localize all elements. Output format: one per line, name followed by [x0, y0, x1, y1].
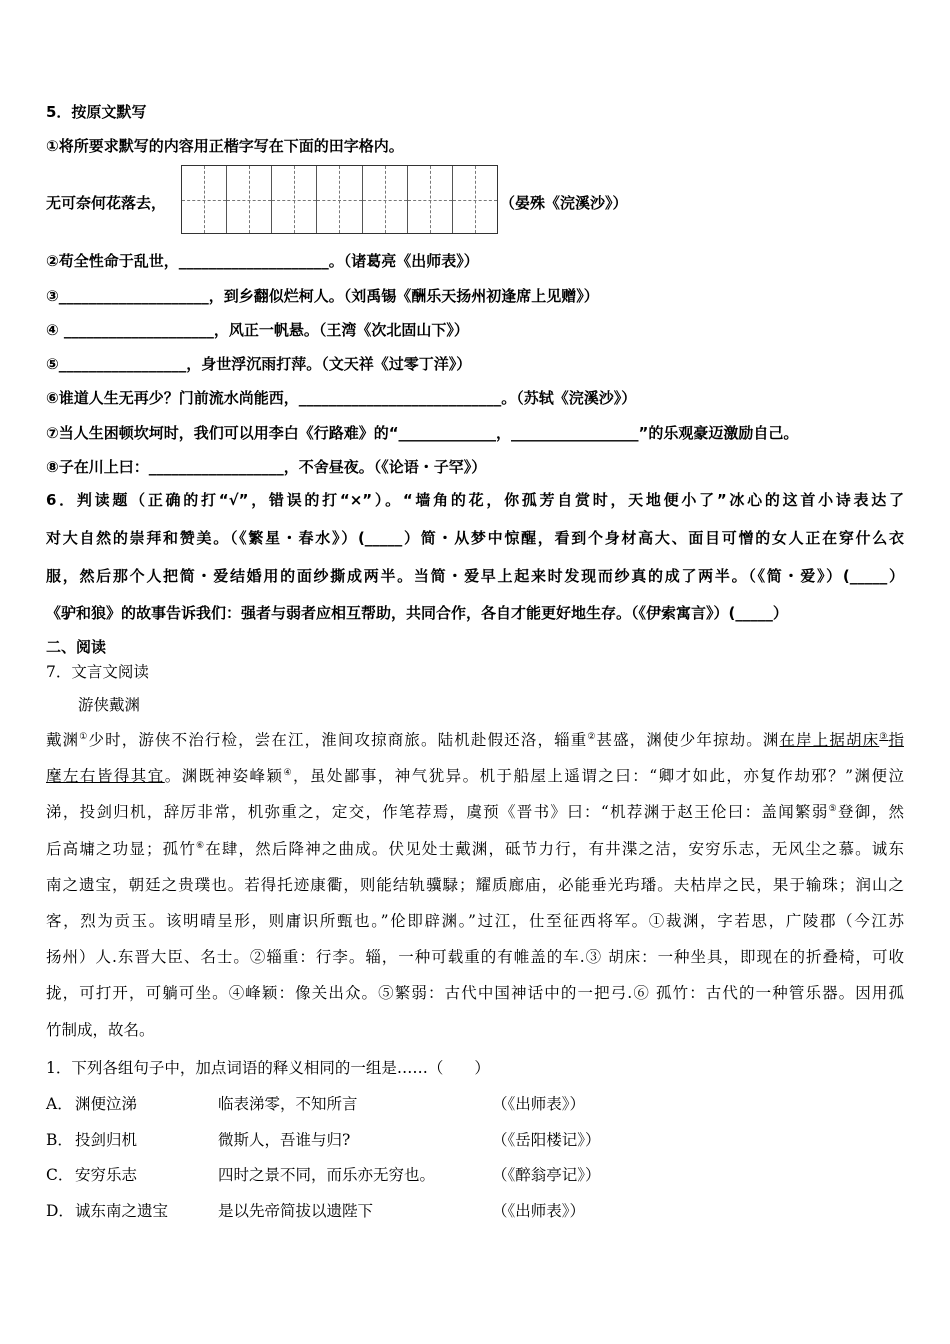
option-letter: D．	[46, 1202, 74, 1221]
passage-line	[46, 947, 904, 967]
passage-text: 戴渊	[46, 731, 80, 749]
judgment-line: 对大自然的崇拜和赞美。（《繁星・春水》）(_____）简・从梦中惊醒，看到个身材高大、面目可憎的女人正在穿什么衣	[46, 529, 904, 547]
footnote-marker: ⑥	[195, 840, 206, 851]
passage-text: 竹制成，故名。	[46, 1020, 155, 1039]
option-b: 微斯人，吾谁与归?	[218, 1130, 351, 1149]
passage-line	[46, 730, 904, 750]
passage-line	[46, 839, 904, 859]
option-b: 临表涕零，不知所言	[218, 1095, 358, 1113]
passage-text: 登御，然	[838, 803, 904, 822]
grid-cell[interactable]	[453, 166, 497, 233]
option-src: （《岳阳楼记》）	[492, 1130, 601, 1149]
option-a: 安穷乐志	[75, 1166, 138, 1185]
passage-line	[46, 911, 904, 931]
footnote-marker: ①	[79, 731, 89, 742]
option-letter: A．	[46, 1095, 73, 1113]
fill-blank-item: ②苟全性命于乱世，____________________。（诸葛亮《出师表》）	[46, 252, 479, 270]
option-src: （《出师表》）	[492, 1202, 586, 1221]
passage-text: 涕，投剑归机，辞厉非常，机弥重之，定交，作笔荐焉，虞预《晋书》曰：“机荐渊于赵王伦曰：盖闻繁弱	[46, 803, 829, 822]
grid-cell[interactable]	[363, 166, 408, 233]
footnote-marker: ⑤	[828, 804, 839, 815]
option-letter: C．	[46, 1166, 74, 1185]
fill-blank-item: ④ ____________________，风正一帆悬。（王湾《次北固山下》）	[46, 321, 469, 339]
option-a: 渊便泣涕	[75, 1095, 138, 1113]
judgment-line: 服，然后那个人把简・爱结婚用的面纱撕成两半。当简・爱早上起来时发现而纱真的成了两半。（《简・爱》）(_____）	[46, 567, 904, 585]
option-src: （《出师表》）	[492, 1095, 586, 1113]
fill-blank-item: ⑤_________________，身世浮沉雨打萍。（文天祥《过零丁洋》）	[46, 355, 472, 373]
grid-cell[interactable]	[182, 166, 227, 233]
fill-blank-item: ⑥谁道人生无再少？门前流水尚能西，___________________________。（苏轼《浣溪沙》）	[46, 389, 637, 407]
passage-text: 在肆，然后降神之曲成。伏见处士戴渊，砥节力行，有井渫之洁，安穷乐志，无风尘之慕。诚东	[205, 839, 904, 858]
fill-blank-item: ⑧子在川上曰：__________________，不舍昼夜。（《论语・子罕》）	[46, 458, 487, 476]
grid-cell[interactable]	[227, 166, 272, 233]
judgment-line: 《驴和狼》的故事告诉我们：强者与弱者应相互帮助，共同合作，各自才能更好地生存。（《伊索寓言》）(_____）	[46, 604, 788, 622]
option-b: 四时之景不同，而乐亦无穷也。	[218, 1166, 436, 1185]
option-a: 诚东南之遗宝	[75, 1202, 169, 1221]
passage-line	[46, 875, 904, 895]
passage-text: 。渊既神姿峰颖	[164, 767, 284, 786]
grid-cell[interactable]	[317, 166, 362, 233]
footnote-marker: ②	[587, 731, 597, 742]
option-a: 投剑归机	[75, 1130, 138, 1149]
grid-cell[interactable]	[408, 166, 453, 233]
passage-text: 客，烈为贡玉。该明晴呈形，则庸识所甄也。”伦即辟渊。”过江，仕至征西将军。①裁渊，字若思，广陵郡（今江苏	[46, 912, 904, 930]
passage-text: 少时，游侠不治行检，尝在江，淮间攻掠商旅。陆机赴假还洛，辎重	[88, 731, 588, 749]
passage-text: 南之遗宝，朝廷之贵璞也。若得托迹康衢，则能结轨骥騄；耀质廊庙，必能垂光玙璠。夫枯岸之民，果于输珠；润山之	[46, 875, 904, 894]
fill-blank-item: ⑦当人生困顿坎坷时，我们可以用李白《行路难》的“_____________，_________________”的乐观豪迈激励自己。	[46, 424, 799, 442]
fill-blank-item: ③____________________，到乡翻似烂柯人。（刘禹锡《酬乐天扬州初逢席上见赠》）	[46, 287, 599, 305]
option-src: （《醉翁亭记》）	[492, 1166, 601, 1185]
footnote-marker: ④	[283, 768, 293, 779]
option-letter: B．	[46, 1130, 73, 1149]
passage-text: 拢，可打开，可躺可坐。④峰颖：像关出众。⑤繁弱：古代中国神话中的一把弓.⑥ 孤竹：古代的一种管乐器。因用孤	[46, 984, 904, 1003]
passage-line	[46, 1020, 904, 1040]
q5-instruction: ①将所要求默写的内容用正楷字写在下面的田字格内。	[46, 137, 404, 155]
question-1: 1．下列各组句子中，加点词语的释义相同的一组是……（ ）	[46, 1059, 490, 1077]
underlined-text: 麾左右皆得其宜	[46, 767, 165, 786]
judgment-line: 6．判读题（正确的打“√”，错误的打“×”）。“墙角的花，你孤芳自赏时，天地便小了”冰心的这首小诗表达了	[46, 491, 904, 509]
passage-line	[46, 766, 904, 786]
q7-title: 7．文言文阅读	[46, 663, 149, 681]
underlined-text: 在岸上据胡床	[779, 731, 880, 749]
writing-grid[interactable]	[181, 165, 498, 234]
passage-line	[46, 802, 904, 822]
passage-text: 后高墉之功显；孤竹	[46, 839, 196, 858]
section-reading-heading: 二、阅读	[46, 638, 107, 656]
passage-title: 游侠戴渊	[78, 696, 141, 714]
grid-cell[interactable]	[272, 166, 317, 233]
passage-text: 甚盛，渊使少年掠劫。渊	[596, 731, 780, 749]
passage-text: ，虽处鄙事，神气犹异。机于船屋上遥谓之曰：“卿才如此，亦复作劫邪？”渊便泣	[293, 767, 904, 786]
passage-text: 扬州）人.东晋大臣、名士。②辎重：行李。辎，一种可载重的有帷盖的车.③ 胡床：一种坐具，即现在的折叠椅，可收	[46, 948, 904, 967]
grid-suffix: （晏殊《浣溪沙》）	[500, 194, 628, 212]
q5-title: 5．按原文默写	[46, 103, 147, 121]
grid-prefix: 无可奈何花落去，	[46, 194, 167, 212]
footnote-marker: ③	[879, 731, 889, 742]
underlined-text: 指	[888, 731, 904, 749]
passage-line	[46, 983, 904, 1003]
option-b: 是以先帝简拔以遗陛下	[218, 1202, 374, 1221]
